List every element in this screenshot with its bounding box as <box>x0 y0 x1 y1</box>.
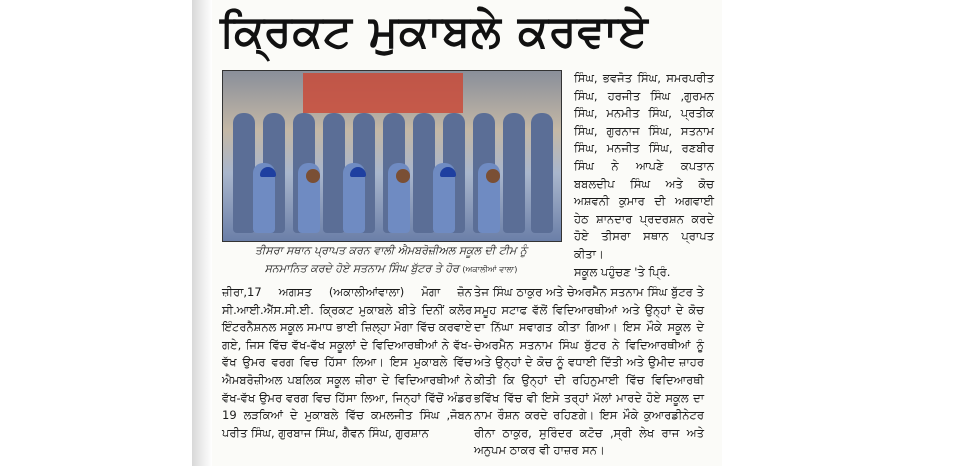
photo-person <box>531 113 553 233</box>
photo-head <box>486 169 500 183</box>
photo-head <box>306 169 320 183</box>
page-gutter-shadow <box>192 0 212 466</box>
article-column-3: ਸਿੰਘ, ਭਵਜੋਤ ਸਿੰਘ, ਸਮਰਪਰੀਤ ਸਿੰਘ, ਹਰਜੀਤ ਸਿੰਘ ,ਗੁਰਮਨ ਸਿੰਘ, ਮਨਮੀਤ ਸਿੰਘ, ਪ੍ਰਤੀਕ ਸਿੰਘ, ਗੁਰਨਾਜ ਸਿੰਘ, ਸਤਨਾਮ ਸਿੰਘ, ਮਨਜੀਤ ਸਿੰਘ, ਰਣਬੀਰ ਸਿੰਘ ਨੇ ਆਪਣੇ ਕਪਤਾਨ ਬਬਲਦੀਪ ਸਿੰਘ ਅਤੇ ਕੋਚ ਅਸ਼ਵਨੀ ਕੁਮਾਰ ਦੀ ਅਗਵਾਈ ਹੇਠ ਸ਼ਾਨਦਾਰ ਪ੍ਰਦਰਸ਼ਨ ਕਰਦੇ ਹੋਏ ਤੀਸਰਾ ਸਥਾਨ ਪ੍ਰਾਪਤ ਕੀਤਾ। <box>574 71 714 261</box>
headline: ਕ੍ਰਿਕਟ ਮੁਕਾਬਲੇ ਕਰਵਾਏ <box>220 6 649 57</box>
article-column-4: ਸਕੂਲ ਪਹੁੰਚਣ 'ਤੇ ਪ੍ਰਿੰ. <box>574 265 671 279</box>
photo-person <box>323 113 345 233</box>
caption-credit: (ਅਕਾਲੀਆਂ ਵਾਲਾ) <box>462 265 518 274</box>
team-photo <box>222 70 562 242</box>
article-column-1: ਜ਼ੀਰਾ,17 ਅਗਸਤ (ਅਕਾਲੀਆਂਵਾਲਾ) ਮੋਗਾ ਜ਼ੋਨ ਸੀ.ਆਈ.ਐੱਸ.ਸੀ.ਈ. ਕ੍ਰਿਕਟ ਮੁਕਾਬਲੇ ਬੀਤੇ ਦਿਨੀਂ ਕਲੋਰ ਇੰਟਰਨੈਸ਼ਨਲ ਸਕੂਲ ਸਮਾਧ ਭਾਈ ਜ਼ਿਲ੍ਹਾ ਮੋਗਾ ਵਿੱਚ ਕਰਵਾਏ ਗਏ, ਜਿਸ ਵਿੱਚ ਵੱਖ-ਵੱਖ ਸਕੂਲਾਂ ਦੇ ਵਿਦਿਆਰਥੀਆਂ ਨੇ ਵੱਖ-ਵੱਖ ਉਮਰ ਵਰਗ ਵਿਚ ਹਿੱਸਾ ਲਿਆ। ਇਸ ਮੁਕਾਬਲੇ ਵਿੱਚ ਐਮਬਰੋਜ਼ੀਅਲ ਪਬਲਿਕ ਸਕੂਲ ਜ਼ੀਰਾ ਦੇ ਵਿਦਿਆਰਥੀਆਂ ਨੇ ਵੱਖ-ਵੱਖ ਉਮਰ ਵਰਗ ਵਿਚ ਹਿੱਸਾ ਲਿਆ, ਜਿਨ੍ਹਾਂ ਵਿੱਚੋਂ ਅੰਡਰ 19 ਲੜਕਿਆਂ ਦੇ ਮੁਕਾਬਲੇ ਵਿੱਚ ਕਮਲਜੀਤ ਸਿੰਘ ,ਜੋਬਨ ਪਰੀਤ ਸਿੰਘ, ਗੁਰਬਾਜ ਸਿੰਘ, ਗੈਵਨ ਸਿੰਘ, ਗੁਰਸ਼ਾਨ <box>222 285 472 440</box>
newspaper-clipping <box>212 0 722 466</box>
photo-turban <box>350 167 366 177</box>
photo-head <box>396 169 410 183</box>
photo-caption <box>222 242 560 282</box>
photo-person <box>233 113 255 233</box>
photo-turban <box>440 167 456 177</box>
article-column-2: ਤੇਜ ਸਿੰਘ ਠਾਕੁਰ ਅਤੇ ਚੇਅਰਮੈਨ ਸਤਨਾਮ ਸਿੰਘ ਬੁੱਟਰ ਤੇ ਸਮੂਹ ਸਟਾਫ ਵੱਲੋਂ ਵਿਦਿਆਰਥੀਆਂ ਅਤੇ ਉਨ੍ਹਾਂ ਦੇ ਕੋਚ ਦਾ ਨਿੱਘਾ ਸਵਾਗਤ ਕੀਤਾ ਗਿਆ। ਇਸ ਮੌਕੇ ਸਕੂਲ ਦੇ ਚੇਅਰਮੈਨ ਸਤਨਾਮ ਸਿੰਘ ਬੁੱਟਰ ਨੇ ਵਿਦਿਆਰਥੀਆਂ ਨੂੰ ਅਤੇ ਉਨ੍ਹਾਂ ਦੇ ਕੋਚ ਨੂੰ ਵਧਾਈ ਦਿੱਤੀ ਅਤੇ ਉਮੀਦ ਜ਼ਾਹਰ ਕੀਤੀ ਕਿ ਉਨ੍ਹਾਂ ਦੀ ਰਹਿਨੁਮਾਈ ਵਿੱਚ ਵਿਦਿਆਰਥੀ ਭਵਿੱਖ ਵਿੱਚ ਵੀ ਇਸੇ ਤਰ੍ਹਾਂ ਮੱਲਾਂ ਮਾਰਦੇ ਹੋਏ ਸਕੂਲ ਦਾ ਨਾਮ ਰੌਸ਼ਨ ਕਰਦੇ ਰਹਿਣਗੇ। ਇਸ ਮੌਕੇ ਕੁਆਰਡੀਨੇਟਰ ਰੀਨਾ ਠਾਕੁਰ, ਸੁਰਿੰਦਰ ਕਟੋਚ ,ਸ੍ਰੀ ਲੇਖ ਰਾਜ ਅਤੇ ਅਨੁਪਮ ਠਾਕਰ ਵੀ ਹਾਜ਼ਰ ਸਨ। <box>474 285 704 458</box>
photo-backdrop-banner <box>303 73 463 113</box>
photo-person <box>413 113 435 233</box>
caption-line-2: ਸਨਮਾਨਿਤ ਕਰਦੇ ਹੋਏ ਸਤਨਾਮ ਸਿੰਘ ਬੁੱਟਰ ਤੇ ਹੋਰ <box>264 262 459 275</box>
photo-turban <box>260 167 276 177</box>
photo-person <box>503 113 525 233</box>
caption-line-1: ਤੀਸਰਾ ਸਥਾਨ ਪ੍ਰਾਪਤ ਕਰਨ ਵਾਲੀ ਐਮਬਰੋਜ਼ੀਅਲ ਸਕੂਲ ਦੀ ਟੀਮ ਨੂੰ <box>255 244 527 257</box>
page-right-edge <box>722 0 732 466</box>
